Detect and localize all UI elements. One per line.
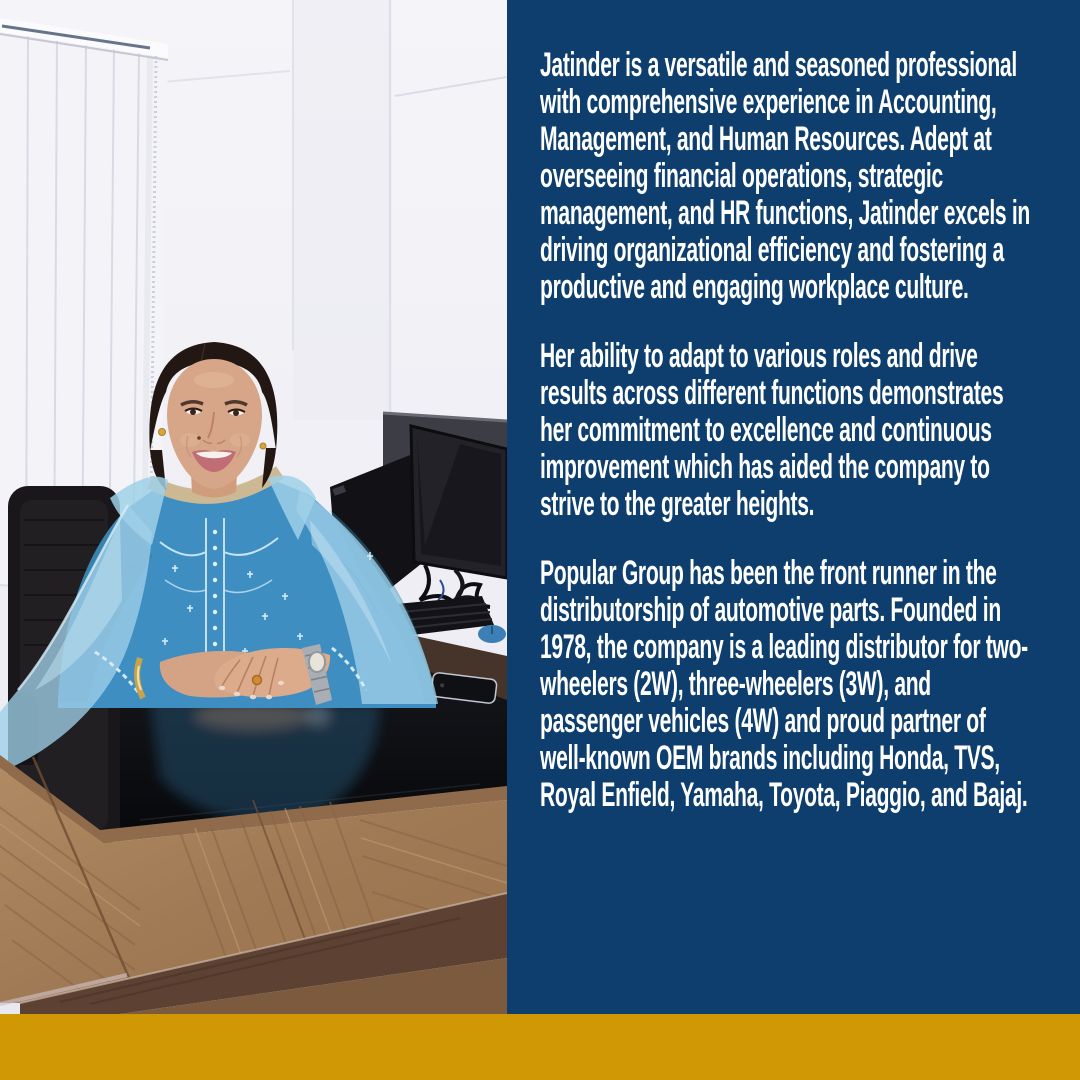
office-photo-illustration	[0, 0, 507, 1014]
bio-paragraph-2: Her ability to adapt to various roles and drive results across different functions demonstrates her commitment to excellence and continuous improvement which has aided the company to strive to the greater heights.	[540, 337, 1004, 523]
ring	[253, 676, 262, 685]
bio-text	[540, 47, 1080, 846]
mole	[197, 436, 201, 440]
bio-panel	[507, 0, 1080, 1014]
earring-right	[260, 443, 266, 449]
footer-accent-bar	[0, 1014, 1080, 1080]
bio-paragraph-1: Jatinder is a versatile and seasoned professional with comprehensive experience in Accounting, Management, and Human Resources. Adept at overseeing financial operations, strategic management, and HR functions, Jatinder excels in driving organizational efficiency and fostering a productive and engaging workplace culture.	[540, 46, 1030, 306]
profile-photo	[0, 0, 507, 1014]
earring-left	[159, 429, 166, 436]
bio-paragraph-3: Popular Group has been the front runner in the distributorship of automotive parts. Founded in 1978, the company is a leading distributor for two- wheelers (2W), three-wheelers (3W), and passenger vehicles (4W) and proud partner of well-known OEM brands including Honda, TVS, Royal Enfield, Yamaha, Toyota, Piaggio, and Bajaj.	[540, 554, 1028, 814]
computer-mouse	[478, 625, 506, 643]
desktop-monitor	[411, 426, 507, 578]
